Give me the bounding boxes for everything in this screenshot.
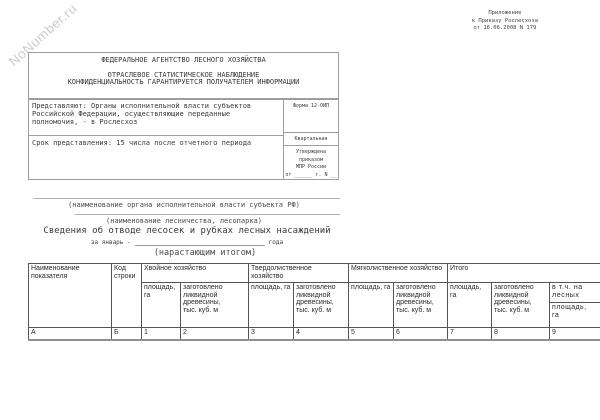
submitters-line: Российской Федерации, осуществляющие переданные <box>32 110 231 118</box>
volume-line: тыс. куб. м <box>183 306 219 314</box>
watermark-text: NoNumber.ru <box>6 0 80 70</box>
hardwood-volume-subheader <box>294 283 349 328</box>
authority-name-caption: (наименование органа исполнительной власти субъекта РФ) <box>68 201 300 209</box>
volume-line: ликвидной <box>494 291 529 299</box>
volume-line: древесины, <box>494 299 532 306</box>
approved-line: МПР России <box>295 164 327 170</box>
total-detail-group-header <box>550 283 600 303</box>
total-area-subheader: площадь, га <box>448 283 492 328</box>
periodicity-cell: Квартальная <box>284 133 338 146</box>
submitters-cell <box>29 99 283 136</box>
total-detail-area-line: площадь, <box>552 304 587 311</box>
total-detail-line: в т.ч. на <box>552 284 583 291</box>
report-period-line <box>20 239 354 246</box>
corner-note-line: Приложение <box>488 10 522 16</box>
conifer-volume-subheader <box>181 283 249 328</box>
volume-line: древесины, <box>183 299 221 306</box>
agency-title: ФЕДЕРАЛЬНОЕ АГЕНТСТВО ЛЕСНОГО ХОЗЯЙСТВА <box>101 56 266 64</box>
numbering-cell: 8 <box>492 328 550 341</box>
hardwood-area-subheader: площадь, га <box>249 283 294 328</box>
volume-line: древесины, <box>296 299 334 306</box>
group-softwood-header: Мягколиственное хозяйство <box>349 264 448 283</box>
numbering-cell: А <box>29 328 112 341</box>
numbering-cell: 4 <box>294 328 349 341</box>
total-volume-subheader <box>492 283 550 328</box>
total-detail-area-subheader <box>550 303 600 328</box>
numbering-cell: Б <box>112 328 142 341</box>
info-box-right-column <box>284 99 338 179</box>
numbering-cell: 5 <box>349 328 394 341</box>
numbering-cell: 9 <box>550 328 600 341</box>
numbering-cell: 1 <box>142 328 181 341</box>
group-total-header: Итого <box>448 264 600 283</box>
forestry-name-blank-line <box>75 214 340 215</box>
group-hardwood-header: Твердолиственное хозяйство <box>249 264 349 283</box>
report-title: Сведения об отводе лесосек и рубках лесных насаждений <box>43 226 331 236</box>
volume-line: ликвидной <box>296 291 331 299</box>
volume-line: заготовлено <box>494 284 534 291</box>
numbering-cell: 2 <box>181 328 249 341</box>
conifer-area-subheader: площадь, га <box>142 283 181 328</box>
volume-line: тыс. куб. м <box>296 306 332 314</box>
confidentiality-note: КОНФИДЕНЦИАЛЬНОСТЬ ГАРАНТИРУЕТСЯ ПОЛУЧАТЕЛЕМ ИНФОРМАЦИИ <box>67 78 300 86</box>
volume-line: тыс. куб. м <box>494 306 530 314</box>
indicator-name-header: Наименование показателя <box>29 264 112 328</box>
total-detail-line: лесных <box>552 291 580 299</box>
observation-subtitle: ОТРАСЛЕВОЕ СТАТИСТИЧЕСКОЕ НАБЛЮДЕНИЕ <box>107 70 260 79</box>
period-prefix: за январь - <box>90 239 131 246</box>
row-code-header: Код строки <box>112 264 142 328</box>
softwood-area-subheader: площадь, га <box>349 283 394 328</box>
submitters-line: полномочия, - в Рослесхоз <box>32 118 138 126</box>
total-detail-area-line: га <box>552 311 560 319</box>
form-code-cell: Форма 12-ОИП <box>284 99 338 133</box>
deadline-cell: Срок представления: 15 числа после отчетного периода <box>32 139 252 147</box>
numbering-row <box>29 328 600 341</box>
authority-name-blank-line <box>33 198 340 199</box>
corner-note-line: от 16.06.2008 N 179 <box>473 25 537 31</box>
numbering-cell: 3 <box>249 328 294 341</box>
volume-line: заготовлено <box>183 284 223 291</box>
corner-note-line: к Приказу Рослесхоза <box>471 17 538 24</box>
volume-line: ликвидной <box>396 291 431 299</box>
approved-by-cell <box>284 146 338 179</box>
volume-line: ликвидной <box>183 291 218 299</box>
numbering-cell: 6 <box>394 328 448 341</box>
approved-line: от ______ г. N __ <box>285 171 337 178</box>
form-info-box <box>28 98 339 180</box>
volume-line: заготовлено <box>296 284 336 291</box>
period-suffix: года <box>268 239 284 246</box>
report-table <box>28 263 600 341</box>
agency-header-box <box>28 52 339 100</box>
forestry-name-caption: (наименование лесничества, лесопарка) <box>106 217 262 225</box>
info-box-left-column <box>29 99 284 179</box>
volume-line: заготовлено <box>396 284 436 291</box>
volume-line: древесины, <box>396 299 434 306</box>
period-blank-line <box>135 239 265 246</box>
submitters-line: Представляют: Органы исполнительной власти субъектов <box>32 102 252 110</box>
corner-note <box>472 10 538 33</box>
approved-line: Утверждена приказом <box>295 149 327 163</box>
cumulative-total-note: (нарастающим итогом) <box>153 248 257 258</box>
volume-line: тыс. куб. м <box>396 306 432 314</box>
softwood-volume-subheader <box>394 283 448 328</box>
numbering-cell: 7 <box>448 328 492 341</box>
group-conifer-header: Хвойное хозяйство <box>142 264 249 283</box>
